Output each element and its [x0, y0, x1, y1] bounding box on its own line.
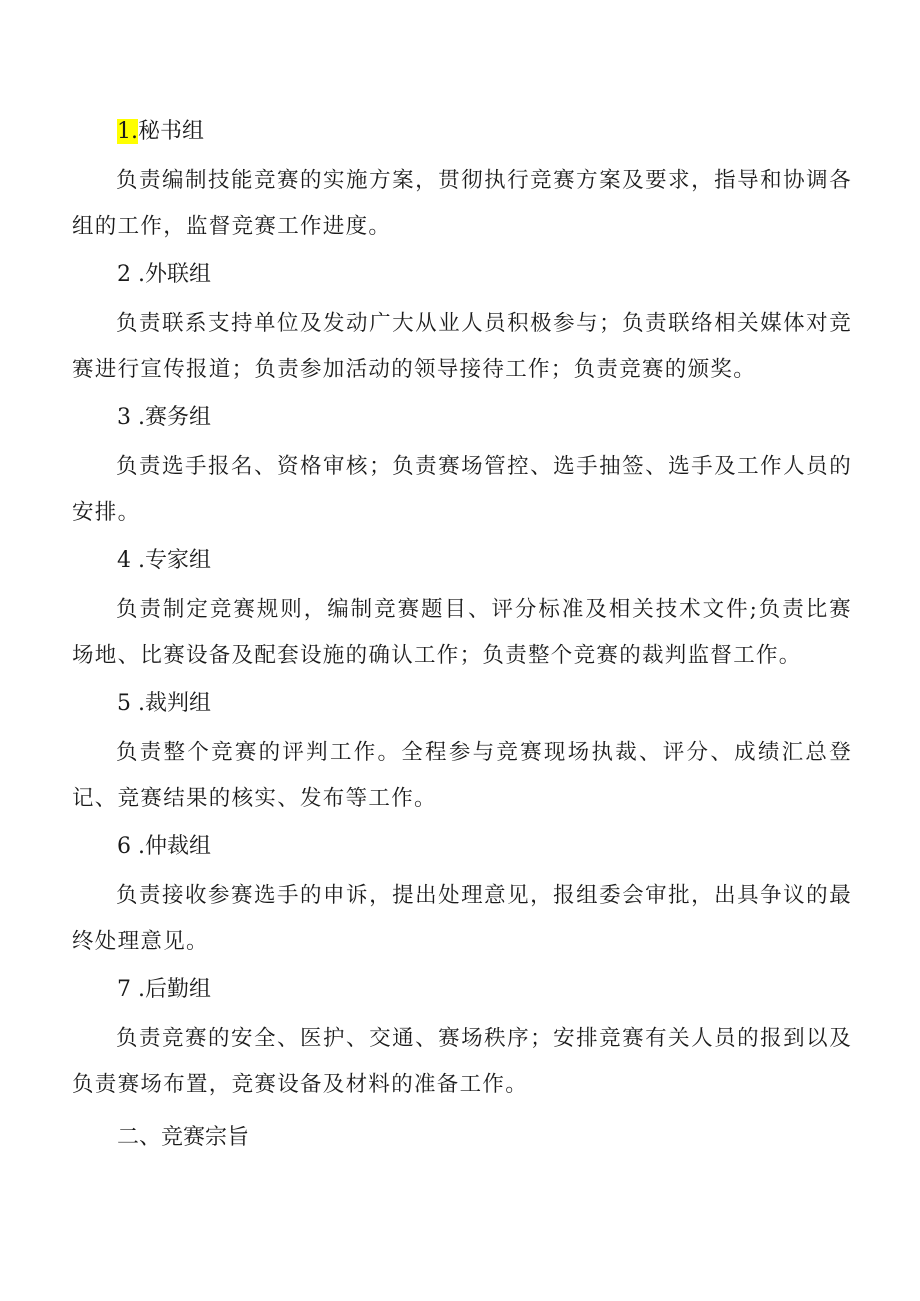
section-5-heading: 5 .裁判组 — [117, 691, 211, 716]
section-7-heading: 7 .后勤组 — [117, 977, 211, 1002]
section-7-body: 负责竞赛的安全、医护、交通、赛场秩序；安排竞赛有关人员的报到以及负责赛场布置，竞赛设备及材料的准备工作。 — [72, 1026, 852, 1097]
section-4-body: 负责制定竞赛规则，编制竞赛题目、评分标准及相关技术文件;负责比赛场地、比赛设备及配套设施的确认工作；负责整个竞赛的裁判监督工作。 — [72, 597, 852, 668]
next-chapter-heading: 二、竞赛宗旨 — [117, 1125, 250, 1150]
section-1-body: 负责编制技能竞赛的实施方案，贯彻执行竞赛方案及要求，指导和协调各组的工作，监督竞赛工作进度。 — [72, 168, 852, 239]
section-2-body: 负责联系支持单位及发动广大从业人员积极参与；负责联络相关媒体对竞赛进行宣传报道；负责参加活动的领导接待工作；负责竞赛的颁奖。 — [72, 311, 852, 382]
section-3-heading: 3 .赛务组 — [117, 405, 211, 430]
section-6-heading: 6 .仲裁组 — [117, 834, 211, 859]
section-1-title: 秘书组 — [138, 119, 205, 144]
section-5-body: 负责整个竞赛的评判工作。全程参与竞赛现场执裁、评分、成绩汇总登记、竞赛结果的核实、发布等工作。 — [72, 740, 852, 811]
section-2-heading: 2 .外联组 — [117, 262, 211, 287]
section-3-body: 负责选手报名、资格审核；负责赛场管控、选手抽签、选手及工作人员的安排。 — [72, 454, 852, 525]
section-1-heading — [117, 117, 204, 147]
section-4-heading: 4 .专家组 — [117, 548, 211, 573]
section-6-body: 负责接收参赛选手的申诉，提出处理意见，报组委会审批，出具争议的最终处理意见。 — [72, 883, 852, 954]
section-1-number-highlight: 1. — [117, 119, 138, 144]
